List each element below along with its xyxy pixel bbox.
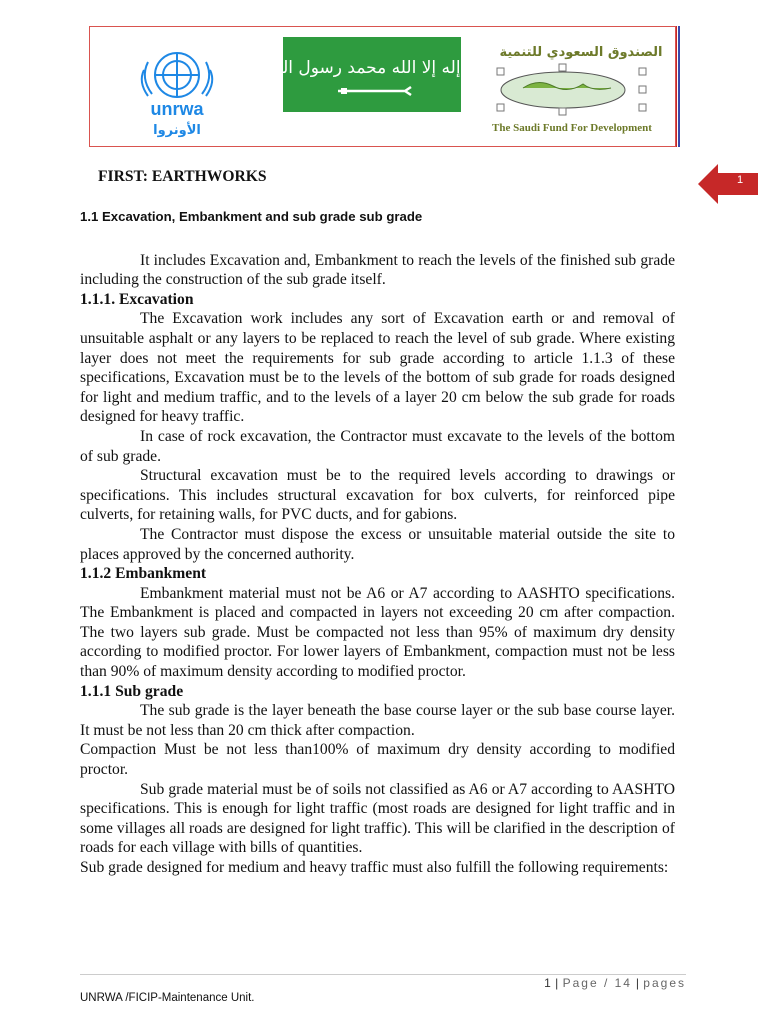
excavation-paragraph-4: The Contractor must dispose the excess or unsuitable material outside the site to places approved by the concerned authority.	[80, 525, 675, 563]
embankment-heading: 1.1.2 Embankment	[80, 565, 207, 583]
subgrade-paragraph-3: Sub grade material must be of soils not classified as A6 or A7 according to AASHTO specifications. This is enough for light traffic (most roads are designed for light traffic and in some villages all roads are designed for light traffic). This will be clarified in the description of roads for each village with bills of quantities.	[80, 780, 675, 857]
unrwa-logo	[130, 50, 225, 140]
footer-unit-name: UNRWA /FICIP-Maintenance Unit.	[80, 992, 255, 1004]
unrwa-logo-arabic: الأونروا	[153, 123, 201, 138]
subgrade-paragraph-1: The sub grade is the layer beneath the base course layer or the sub base course layer. It must be not less than 20 cm thick after compaction.	[80, 702, 675, 739]
section-heading: 1.1 Excavation, Embankment and sub grade sub grade	[80, 209, 423, 224]
embankment-paragraph: Embankment material must not be A6 or A7 according to AASHTO specifications. The Embankment is placed and compacted in layers not exceeding 20 cm after compaction. The two layers sub grade. Must be compacted not less than 95% of maximum dry density according to modified proctor. For lower layers of Embankment, compaction must not be less than 90% of maximum density according to modified proctor.	[80, 584, 675, 681]
subgrade-paragraph-2: Compaction Must be not less than100% of maximum dry density according to modified proctor.	[80, 741, 675, 779]
unrwa-logo-text: unrwa	[150, 99, 204, 119]
excavation-paragraph-2: In case of rock excavation, the Contractor must excavate to the levels of the bottom of sub grade.	[80, 427, 675, 465]
sfd-arabic-text: الصندوق السعودي للتنمية	[499, 45, 663, 60]
flag-shahada-text: لا إله إلا الله محمد رسول الله	[268, 58, 476, 78]
saudi-flag-image	[268, 37, 476, 112]
document-title: FIRST: EARTHWORKS	[98, 168, 267, 185]
saudi-fund-logo	[493, 40, 669, 138]
page-number-marker	[698, 164, 758, 204]
excavation-paragraph-3: Structural excavation must be to the required levels according to drawings or specifications. This includes structural excavation for box culverts, for reinforced pipe culverts, for retaining walls, for PVC ducts, and for gabions.	[80, 467, 675, 524]
footer-page-current: 1	[544, 976, 552, 990]
footer-divider	[80, 974, 686, 975]
intro-paragraph: It includes Excavation and, Embankment to reach the levels of the finished sub grade including the construction of the sub grade itself.	[80, 251, 675, 289]
subgrade-paragraph-4: Sub grade designed for medium and heavy traffic must also fulfill the following requirements:	[80, 859, 669, 876]
footer-page-total: Page / 14	[562, 976, 632, 990]
document-body	[80, 168, 675, 878]
header-color-rule	[676, 26, 680, 147]
footer-pages-word: pages	[643, 976, 686, 990]
subgrade-heading: 1.1.1 Sub grade	[80, 682, 184, 700]
page-marker-number: 1	[736, 174, 744, 186]
sfd-english-text: The Saudi Fund For Development	[492, 122, 652, 134]
footer-page-number: 1 | Page / 14 | pages	[544, 976, 686, 990]
excavation-paragraph-1: The Excavation work includes any sort of Excavation earth or and removal of unsuitable asphalt or any layers to be replaced to reach the level of sub grade. Where existing layer does not meet the requirements for sub grade according to article 1.1.3 of these specifications, Excavation must be to the levels of the bottom of sub grade for roads designed for light and medium traffic, and to the levels of a layer 20 cm below the sub grade for roads designed for heavy traffic.	[80, 310, 675, 426]
excavation-heading: 1.1.1. Excavation	[80, 290, 194, 308]
